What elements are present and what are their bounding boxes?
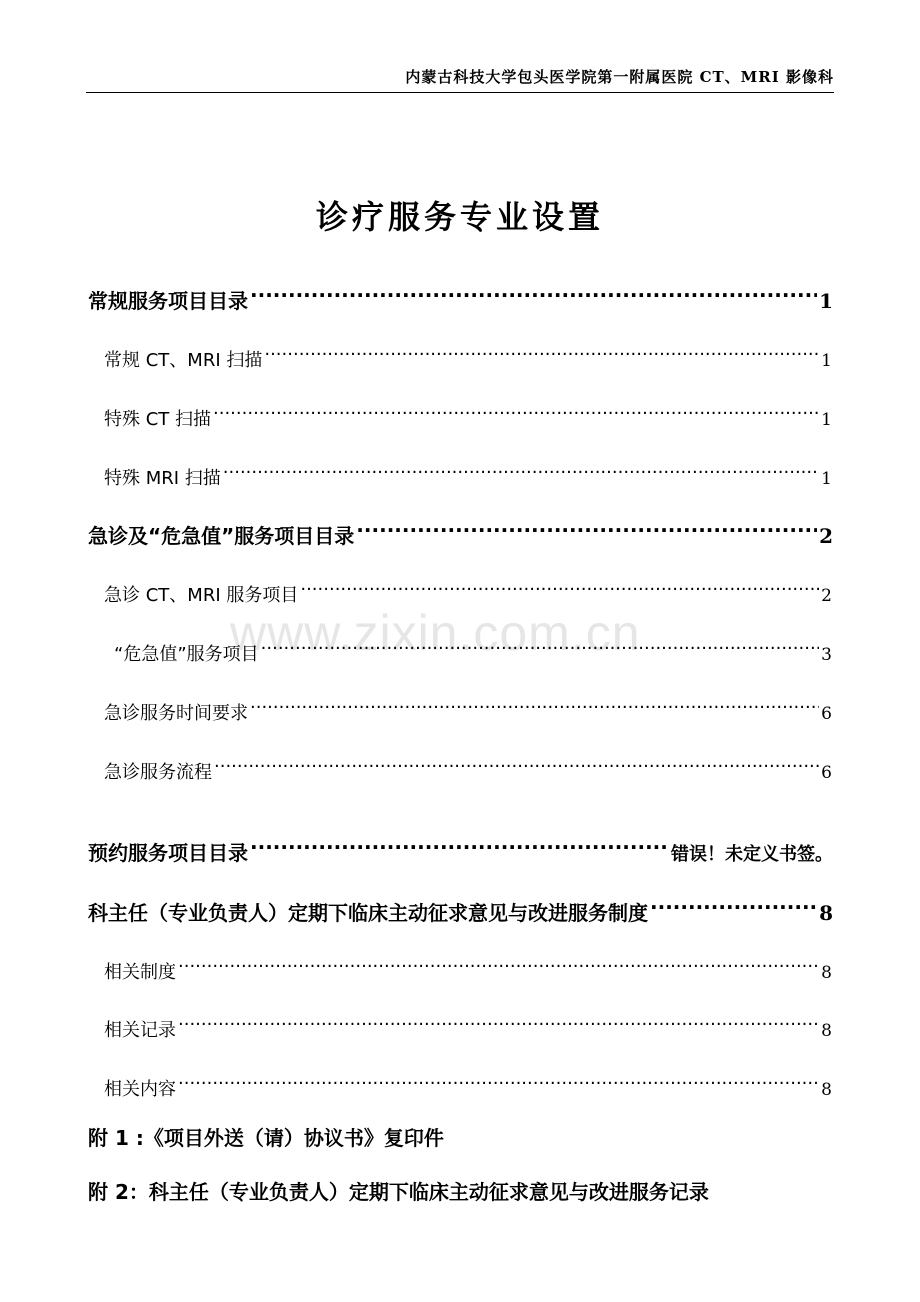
appendix-2: 附 2：科主任（专业负责人）定期下临床主动征求意见与改进服务记录	[88, 1180, 709, 1204]
dot-leader	[178, 956, 819, 978]
toc-entry-label: 预约服务项目目录	[88, 841, 248, 865]
dot-leader	[214, 756, 819, 778]
toc-entry-critical-value[interactable]	[114, 638, 832, 666]
toc-page-number: 8	[819, 901, 833, 925]
toc-entry-routine-ct-mri[interactable]	[104, 344, 832, 372]
toc-entry-label: 急诊服务时间要求	[104, 702, 248, 724]
toc-entry-related-records[interactable]	[104, 1014, 832, 1042]
page-header	[86, 62, 834, 93]
toc-entry-label: 急诊 CT、MRI 服务项目	[104, 584, 299, 606]
toc-entry-emergency-critical[interactable]	[88, 519, 833, 549]
toc-entry-label: 特殊 CT 扫描	[104, 408, 212, 430]
toc-entry-label: “危急值”服务项目	[114, 643, 259, 665]
dot-leader	[250, 284, 817, 308]
toc-page-number: 8	[821, 1020, 832, 1041]
toc-entry-label: 特殊 MRI 扫描	[104, 467, 221, 489]
toc-entry-label: 科主任（专业负责人）定期下临床主动征求意见与改进服务制度	[88, 901, 648, 925]
toc-page-number: 1	[821, 468, 832, 489]
dot-leader	[213, 403, 819, 425]
toc-entry-special-ct[interactable]	[104, 403, 832, 431]
toc-entry-emergency-time[interactable]	[104, 697, 832, 725]
toc-page-number: 6	[821, 762, 832, 783]
dot-leader	[250, 836, 669, 860]
toc-page-number: 6	[821, 703, 832, 724]
toc-entry-related-content[interactable]	[104, 1073, 832, 1101]
toc-page-number: 8	[821, 1079, 832, 1100]
toc-entry-director-feedback[interactable]	[88, 896, 833, 926]
appendix-1: 附 1 :《项目外送（请）协议书》复印件	[88, 1126, 444, 1150]
dot-leader	[356, 519, 817, 543]
toc-page-error: 错误！未定义书签。	[671, 844, 833, 865]
toc-entry-label: 急诊服务流程	[104, 761, 212, 783]
dot-leader	[178, 1073, 819, 1095]
toc-entry-label: 常规服务项目目录	[88, 289, 248, 313]
dot-leader	[250, 697, 819, 719]
toc-page-number: 8	[821, 962, 832, 983]
dot-leader	[261, 638, 820, 660]
dot-leader	[650, 896, 817, 920]
toc-page-number: 1	[819, 289, 833, 313]
header-text: 内蒙古科技大学包头医学院第一附属医院 CT、MRI 影像科	[405, 68, 834, 86]
toc-page-number: 3	[821, 644, 832, 665]
toc-page-number: 1	[821, 409, 832, 430]
watermark: www.zixin.com.cn	[230, 605, 641, 661]
toc-entry-label: 相关内容	[104, 1078, 176, 1100]
toc-entry-label: 相关制度	[104, 961, 176, 983]
toc-entry-label: 急诊及“危急值”服务项目目录	[88, 524, 355, 548]
toc-page-number: 1	[821, 350, 832, 371]
toc-entry-label: 常规 CT、MRI 扫描	[104, 349, 263, 371]
toc-entry-routine-services[interactable]	[88, 284, 833, 314]
dot-leader	[264, 344, 819, 366]
toc-page-number: 2	[819, 524, 833, 548]
toc-entry-emergency-ct-mri[interactable]	[104, 579, 832, 607]
toc-entry-label: 相关记录	[104, 1019, 176, 1041]
toc-entry-special-mri[interactable]	[104, 462, 832, 490]
dot-leader	[300, 579, 819, 601]
document-title: 诊疗服务专业设置	[315, 198, 604, 236]
toc-entry-appointment[interactable]	[88, 836, 833, 866]
toc-entry-related-policy[interactable]	[104, 956, 832, 984]
dot-leader	[178, 1014, 819, 1036]
toc-page-number: 2	[821, 585, 832, 606]
toc-entry-emergency-flow[interactable]	[104, 756, 832, 784]
dot-leader	[223, 462, 819, 484]
